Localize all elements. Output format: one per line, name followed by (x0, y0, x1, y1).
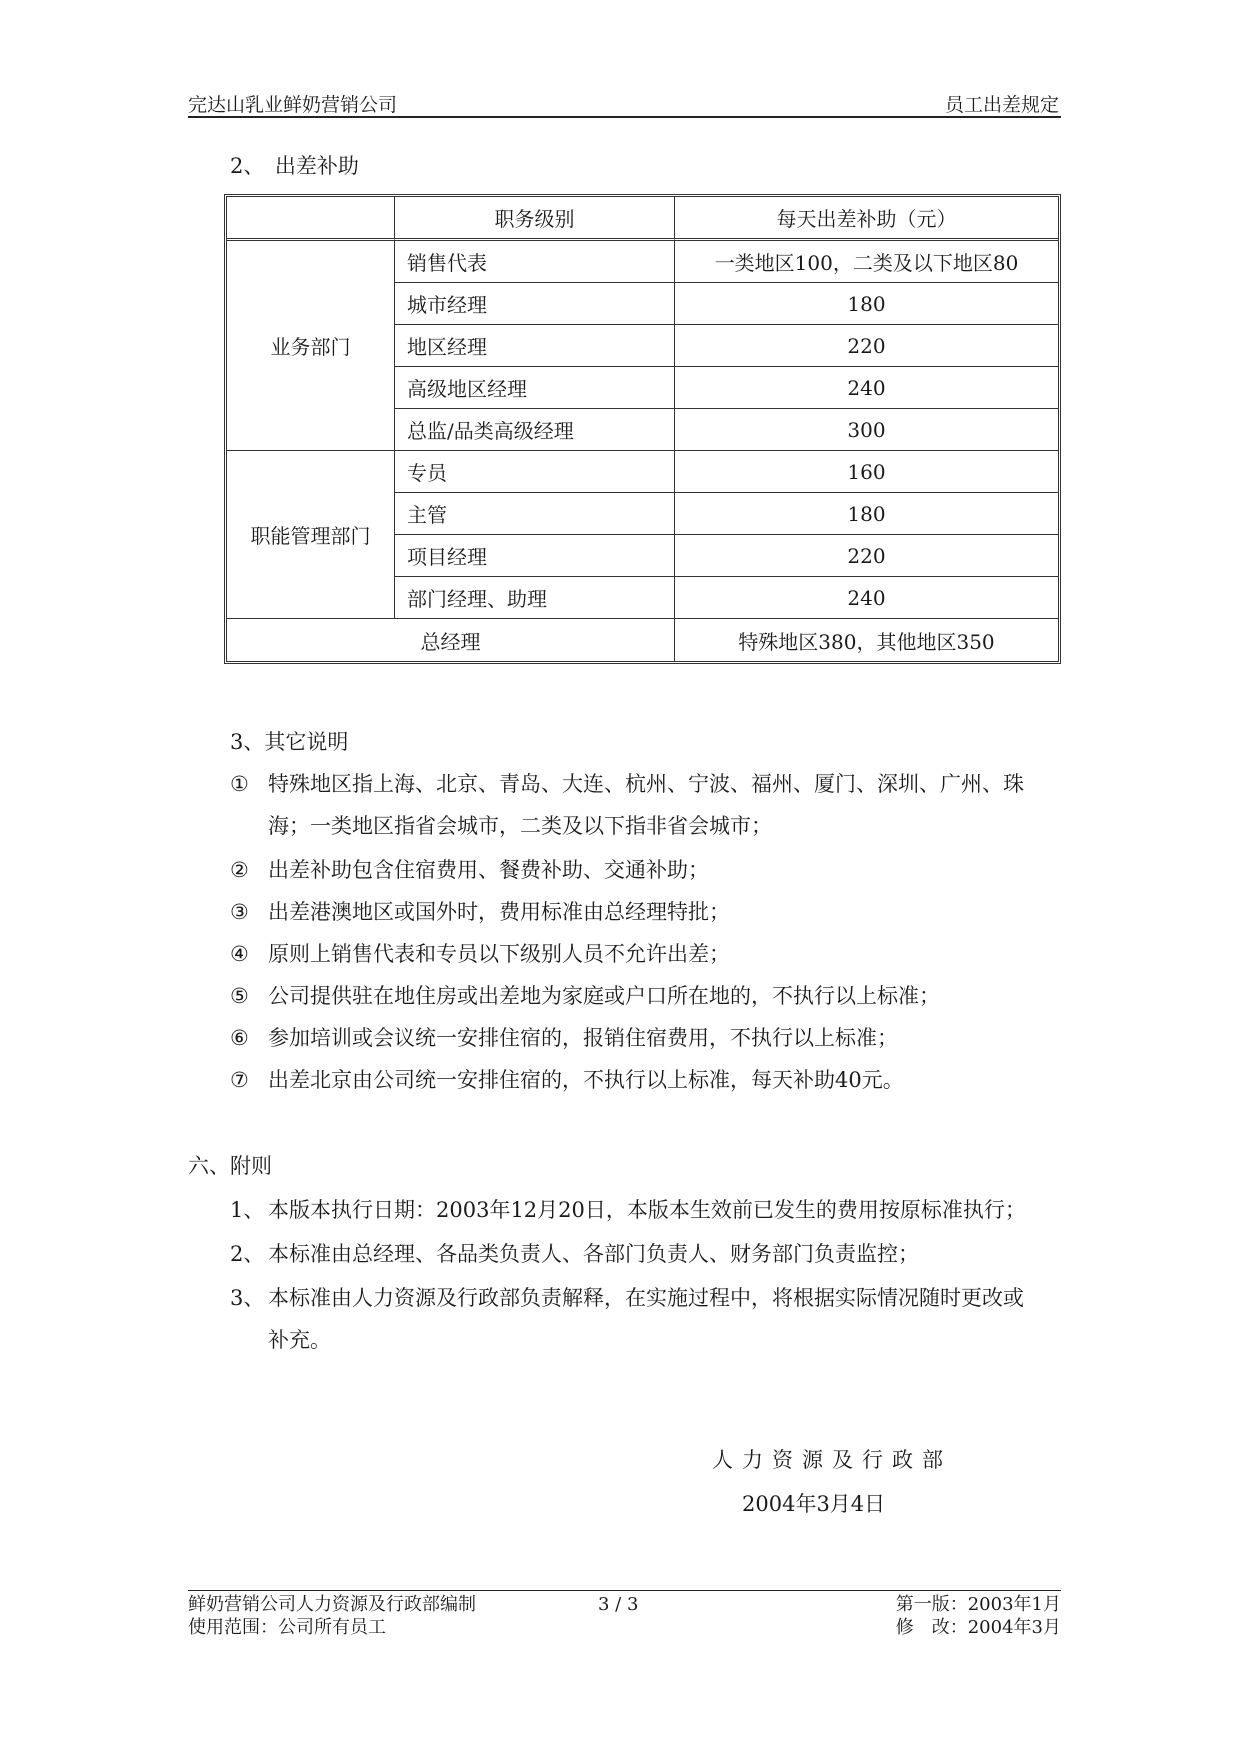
allowance-cell: 160 (675, 451, 1058, 493)
dept-cell: 业务部门 (227, 241, 395, 451)
page-footer (188, 1590, 1061, 1638)
note-item (230, 1066, 904, 1094)
note-text: 公司提供驻在地住房或出差地为家庭或户口所在地的，不执行以上标准； (268, 984, 940, 1008)
note-continuation: 海；一类地区指省会城市，二类及以下指非省会城市； (268, 814, 772, 838)
note-text: 出差港澳地区或国外时，费用标准由总经理特批； (268, 900, 730, 924)
note-mark: ⑤ (230, 984, 249, 1008)
appendix-continuation: 补充。 (268, 1328, 331, 1352)
note-mark: ⑦ (230, 1068, 249, 1092)
note-text: 出差补助包含住宿费用、餐费补助、交通补助； (268, 858, 709, 882)
note-mark: ① (230, 772, 249, 796)
table-header-row (227, 197, 1058, 241)
appendix-item (230, 1196, 1026, 1224)
note-item (230, 856, 709, 884)
level-cell: 总监/品类高级经理 (395, 409, 675, 451)
appendix-text: 本标准由人力资源及行政部负责解释，在实施过程中，将根据实际情况随时更改或 (268, 1286, 1024, 1310)
appendix-item (230, 1240, 919, 1268)
note-mark: ⑥ (230, 1026, 249, 1050)
footer-right (896, 1593, 1061, 1639)
gm-allowance-cell: 特殊地区380，其他地区350 (738, 629, 995, 654)
level-cell: 专员 (395, 451, 675, 493)
appendix-mark: 1、 (230, 1198, 265, 1222)
appendix-title: 六、附则 (188, 1154, 272, 1178)
footer-edition: 第一版：2003年1月 (895, 1594, 1061, 1615)
allowance-table (224, 194, 1061, 664)
dept-cell: 职能管理部门 (227, 451, 395, 619)
footer-page-number: 3 / 3 (598, 1594, 639, 1615)
gm-label-cell: 总经理 (227, 619, 675, 661)
level-cell: 城市经理 (395, 283, 675, 325)
section-3-title: 3、其它说明 (230, 730, 349, 754)
note-item (230, 940, 730, 968)
appendix-text: 本版本执行日期：2003年12月20日，本版本生效前已发生的费用按原标准执行； (268, 1198, 1026, 1222)
level-cell: 高级地区经理 (395, 367, 675, 409)
level-cell: 部门经理、助理 (395, 577, 675, 619)
section-2-title: 2、 出差补助 (230, 154, 359, 178)
allowance-cell: 180 (675, 493, 1058, 535)
allowance-cell: 240 (675, 577, 1058, 619)
note-text: 参加培训或会议统一安排住宿的，报销住宿费用，不执行以上标准； (268, 1026, 898, 1050)
appendix-item (230, 1284, 1024, 1312)
allowance-cell: 180 (675, 283, 1058, 325)
header-level: 职务级别 (395, 197, 675, 241)
level-cell: 销售代表 (395, 241, 675, 283)
level-cell: 地区经理 (395, 325, 675, 367)
note-mark: ② (230, 858, 249, 882)
footer-scope: 使用范围：公司所有员工 (188, 1617, 386, 1638)
note-mark: ④ (230, 942, 249, 966)
table-row (227, 451, 1058, 493)
signature-date: 2004年3月4日 (742, 1492, 886, 1516)
level-cell: 主管 (395, 493, 675, 535)
table-row (227, 619, 1058, 661)
note-item (230, 1024, 898, 1052)
appendix-mark: 3、 (230, 1286, 265, 1310)
note-item (230, 982, 940, 1010)
note-text: 出差北京由公司统一安排住宿的，不执行以上标准，每天补助40元。 (268, 1068, 904, 1092)
footer-left (188, 1593, 476, 1639)
header-company: 完达山乳业鲜奶营销公司 (188, 94, 398, 116)
level-cell: 项目经理 (395, 535, 675, 577)
allowance-cell: 240 (675, 367, 1058, 409)
allowance-cell: 220 (675, 535, 1058, 577)
header-empty-cell (227, 197, 395, 241)
footer-compiler: 鲜奶营销公司人力资源及行政部编制 (188, 1594, 476, 1615)
note-text: 原则上销售代表和专员以下级别人员不允许出差； (268, 942, 730, 966)
signature-dept: 人力资源及行政部 (712, 1448, 952, 1472)
allowance-cell: 220 (675, 325, 1058, 367)
header-doc-title: 员工出差规定 (944, 94, 1059, 116)
allowance-cell: 一类地区100，二类及以下地区80 (675, 241, 1058, 283)
note-text: 特殊地区指上海、北京、青岛、大连、杭州、宁波、福州、厦门、深圳、广州、珠 (268, 772, 1024, 796)
table-row (227, 241, 1058, 283)
appendix-text: 本标准由总经理、各品类负责人、各部门负责人、财务部门负责监控； (268, 1242, 919, 1266)
note-item (230, 898, 730, 926)
allowance-cell: 300 (675, 409, 1058, 451)
note-mark: ③ (230, 900, 249, 924)
appendix-mark: 2、 (230, 1242, 265, 1266)
page-header (188, 88, 1061, 118)
header-allowance: 每天出差补助（元） (675, 197, 1058, 241)
footer-revision: 修 改：2004年3月 (895, 1617, 1061, 1638)
note-item (230, 770, 1024, 798)
